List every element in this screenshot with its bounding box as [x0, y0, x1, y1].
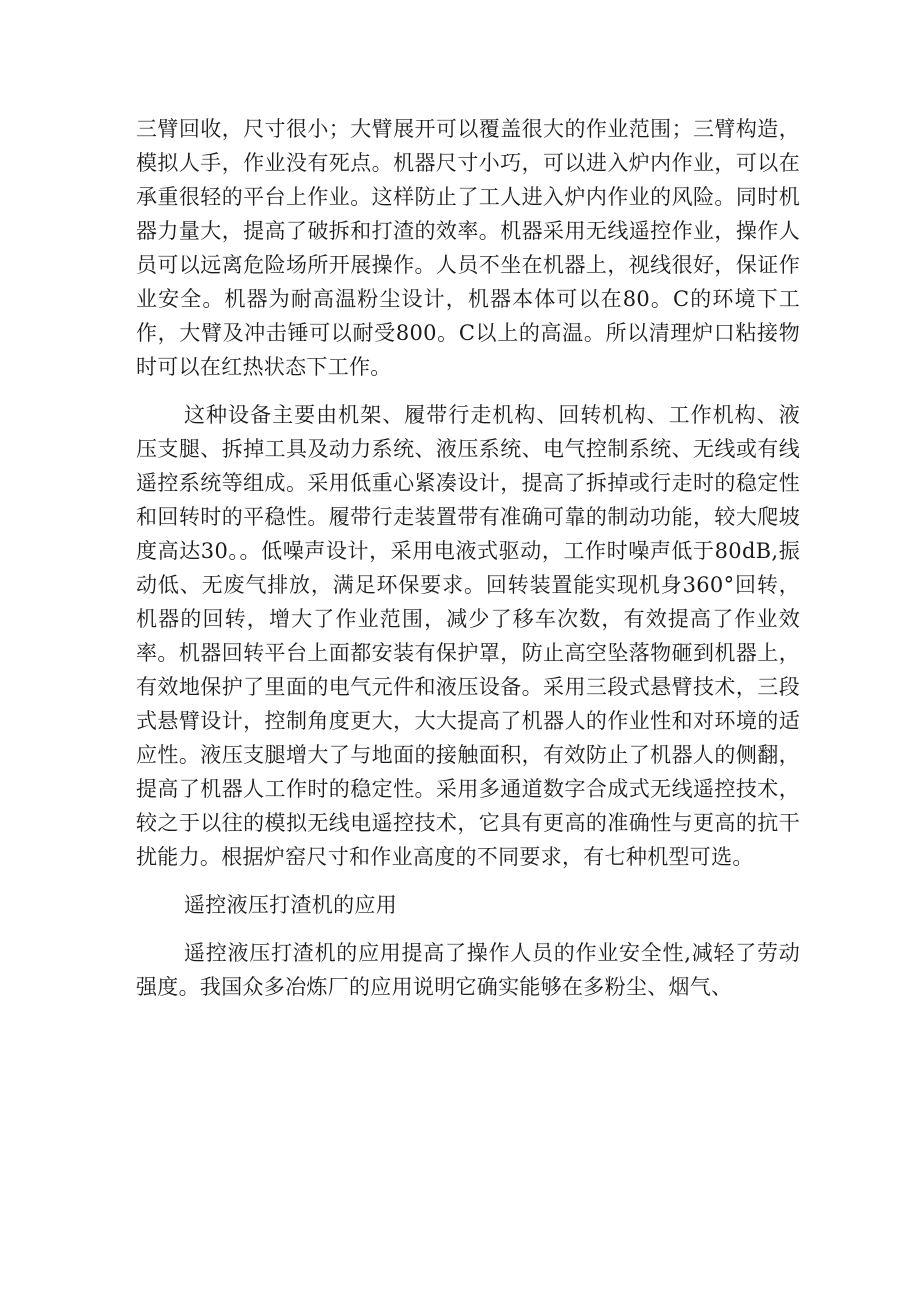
document-page [136, 112, 800, 1004]
paragraph-continuation: 三臂回收，尺寸很小；大臂展开可以覆盖很大的作业范围；三臂构造，模拟人手，作业没有死点。机器尺寸小巧，可以进入炉内作业，可以在承重很轻的平台上作业。这样防止了工人进入炉内作业的风险。同时机器力量大，提高了破拆和打渣的效率。机器采用无线遥控作业，操作人员可以远离危险场所开展操作。人员不坐在机器上，视线很好，保证作业安全。机器为耐高温粉尘设计，机器本体可以在80。C的环境下工作，大臂及冲击锤可以耐受800。C以上的高温。所以清理炉口粘接物时可以在红热状态下工作。 [136, 117, 800, 379]
paragraph-equipment-composition: 这种设备主要由机架、履带行走机构、回转机构、工作机构、液压支腿、拆掉工具及动力系统、液压系统、电气控制系统、无线或有线遥控系统等组成。采用低重心紧凑设计，提高了拆掉或行走时的稳定性和回转时的平稳性。履带行走装置带有准确可靠的制动功能，较大爬坡度高达30。。低噪声设计，采用电液式驱动，工作时噪声低于80dB,振动低、无废气排放，满足环保要求。回转装置能实现机身360°回转，机器的回转，增大了作业范围，减少了移车次数，有效提高了作业效率。机器回转平台上面都安装有保护罩，防止高空坠落物砸到机器上，有效地保护了里面的电气元件和液压设备。采用三段式悬臂技术，三段式悬臂设计，控制角度更大，大大提高了机器人的作业性和对环境的适应性。液压支腿增大了与地面的接触面积，有效防止了机器人的侧翻，提高了机器人工作时的稳定性。采用多通道数字合成式无线遥控技术，较之于以往的模拟无线电遥控技术，它具有更高的准确性与更高的抗干扰能力。根据炉窑尺寸和作业高度的不同要求，有七种机型可选。 [136, 403, 800, 869]
paragraph-application: 遥控液压打渣机的应用提高了操作人员的作业安全性,减轻了劳动强度。我国众多冶炼厂的应用说明它确实能够在多粉尘、烟气、 [136, 941, 800, 999]
section-heading: 遥控液压打渣机的应用 [184, 893, 397, 917]
